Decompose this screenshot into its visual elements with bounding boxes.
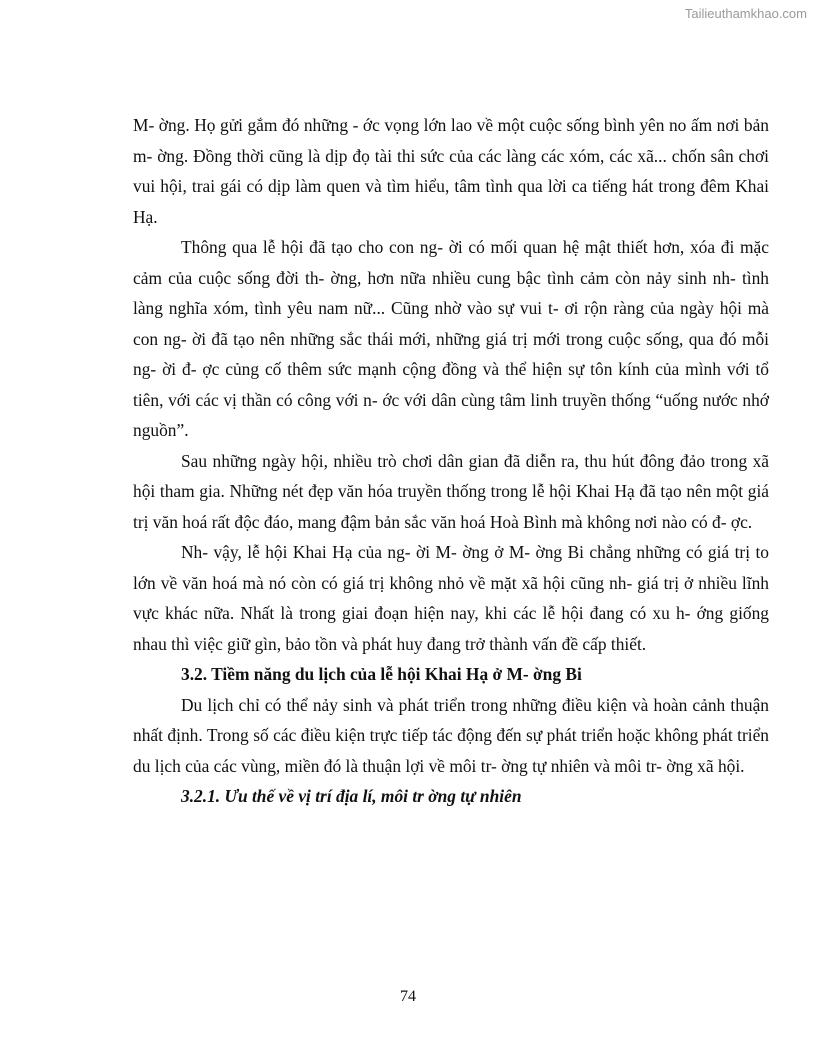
paragraph-2: Thông qua lễ hội đã tạo cho con ng- ời có mối quan hệ mật thiết hơn, xóa đi mặc cảm của cuộc sống đời th- ờng, hơn nữa nhiều cung bậc tình cảm còn nảy sinh nh- tình làng nghĩa xóm, tình yêu nam nữ... Cũng nhờ vào sự vui t- ơi rộn ràng của ngày hội mà con ng- ời đã tạo nên những sắc thái mới, những giá trị mới trong cuộc sống, qua đó mỗi ng- ời đ- ợc củng cố thêm sức mạnh cộng đồng và thể hiện sự tôn kính của mình với tổ tiên, với các vị thần có công với n- ớc với dân cùng tâm linh truyền thống “uống nước nhớ nguồn”.	[133, 237, 769, 440]
section-heading-3-2: 3.2. Tiềm năng du lịch của lễ hội Khai Hạ ở M- ờng Bi	[181, 664, 582, 684]
paragraph-3: Sau những ngày hội, nhiều trò chơi dân gian đã diễn ra, thu hút đông đảo trong xã hội tham gia. Những nét đẹp văn hóa truyền thống trong lễ hội Khai Hạ đã tạo nên một giá trị văn hoá rất độc đáo, mang đậm bản sắc văn hoá Hoà Bình mà không nơi nào có đ- ợc.	[133, 450, 769, 532]
page-number: 74	[400, 988, 416, 1005]
subsection-heading-3-2-1: 3.2.1. Ưu thế về vị trí địa lí, môi tr ờng tự nhiên	[181, 786, 522, 806]
page-content	[133, 110, 769, 812]
paragraph-1: M- ờng. Họ gửi gắm đó những - ớc vọng lớn lao về một cuộc sống bình yên no ấm nơi bản m- ờng. Đồng thời cũng là dịp đọ tài thi sức của các làng các xóm, các xã... chốn sân chơi vui hội, trai gái có dịp làm quen và tìm hiểu, tâm tình qua lời ca tiếng hát trong đêm Khai Hạ.	[133, 115, 769, 227]
watermark: Tailieuthamkhao.com	[684, 6, 807, 21]
paragraph-5: Du lịch chỉ có thể nảy sinh và phát triển trong những điều kiện và hoàn cảnh thuận nhất định. Trong số các điều kiện trực tiếp tác động đến sự phát triển hoặc không phát triển du lịch của các vùng, miền đó là thuận lợi về môi tr- ờng tự nhiên và môi tr- ờng xã hội.	[133, 694, 769, 776]
paragraph-4: Nh- vậy, lễ hội Khai Hạ của ng- ời M- ờng ở M- ờng Bi chẳng những có giá trị to lớn về văn hoá mà nó còn có giá trị không nhỏ về mặt xã hội cũng nh- giá trị ở nhiều lĩnh vực khác nữa. Nhất là trong giai đoạn hiện nay, khi các lễ hội đang có xu h- ớng giống nhau thì việc giữ gìn, bảo tồn và phát huy đang trở thành vấn đề cấp thiết.	[133, 542, 769, 654]
